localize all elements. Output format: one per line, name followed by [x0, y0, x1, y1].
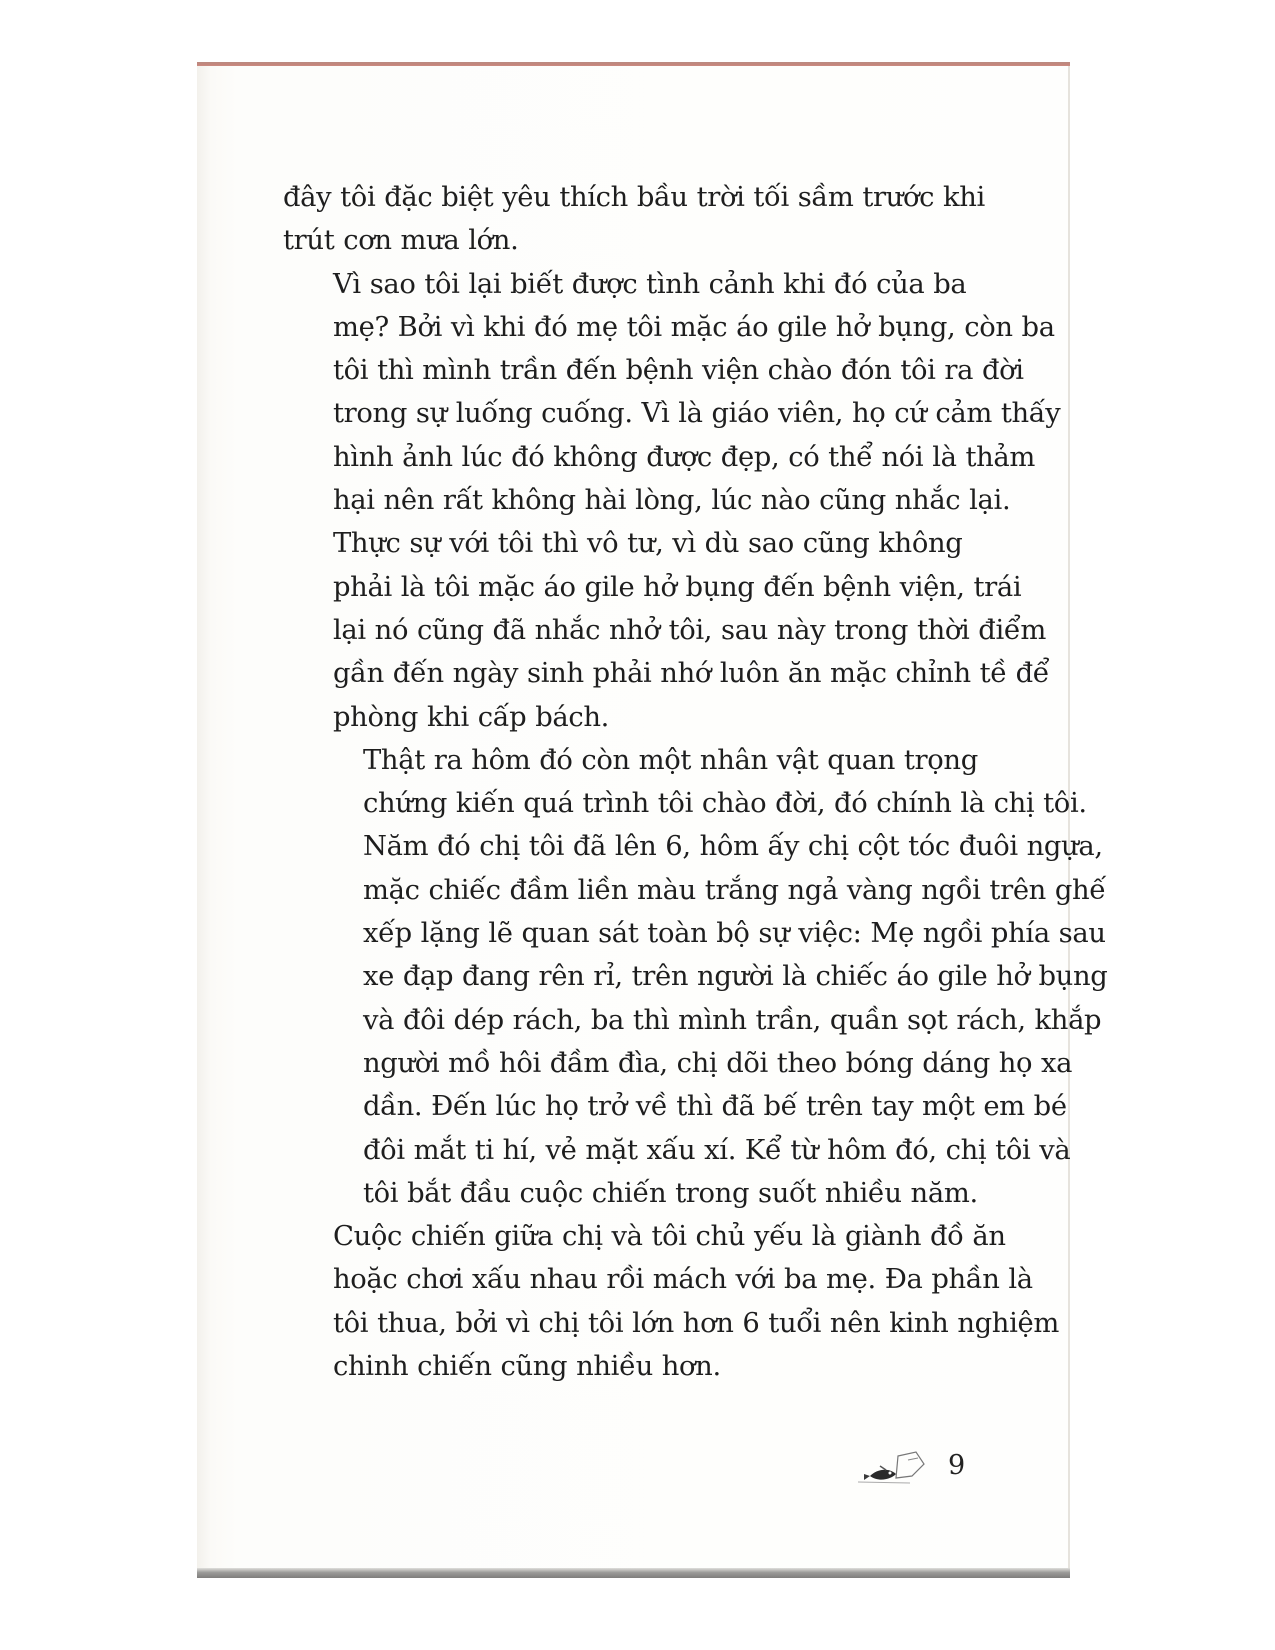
body-text: [283, 176, 1108, 1388]
text-line: chinh chiến cũng nhiều hơn.: [333, 1351, 721, 1383]
paragraph: [283, 263, 1061, 523]
text-line: trong sự luống cuống. Vì là giáo viên, họ cứ cảm thấy: [333, 398, 1061, 430]
paragraph: [283, 739, 1108, 1215]
text-line: đôi mắt ti hí, vẻ mặt xấu xí. Kể từ hôm đó, chị tôi và: [363, 1134, 1071, 1166]
text-line: tôi thua, bởi vì chị tôi lớn hơn 6 tuổi nên kinh nghiệm: [333, 1307, 1059, 1339]
text-line: và đôi dép rách, ba thì mình trần, quần sọt rách, khắp: [363, 1004, 1102, 1036]
text-line: Năm đó chị tôi đã lên 6, hôm ấy chị cột tóc đuôi ngựa,: [363, 831, 1103, 863]
text-line: người mồ hôi đầm đìa, chị dõi theo bóng dáng họ xa: [363, 1047, 1073, 1079]
page-number: 9: [948, 1450, 966, 1481]
text-line: hại nên rất không hài lòng, lúc nào cũng nhắc lại.: [333, 485, 1011, 517]
text-line: phòng khi cấp bách.: [333, 701, 610, 733]
text-line: chứng kiến quá trình tôi chào đời, đó chính là chị tôi.: [363, 788, 1087, 820]
page-bottom-edge: [197, 1568, 1070, 1578]
text-line: trút cơn mưa lớn.: [283, 225, 519, 257]
text-line: tôi bắt đầu cuộc chiến trong suốt nhiều năm.: [363, 1177, 978, 1209]
text-line: Thực sự với tôi thì vô tư, vì dù sao cũng không: [333, 528, 963, 560]
text-line: xếp lặng lẽ quan sát toàn bộ sự việc: Mẹ ngồi phía sau: [363, 918, 1106, 950]
text-line: phải là tôi mặc áo gile hở bụng đến bệnh viện, trái: [333, 571, 1022, 603]
paragraph: [283, 1215, 1059, 1388]
text-line: hình ảnh lúc đó không được đẹp, có thể nói là thảm: [333, 441, 1035, 473]
text-line: dần. Đến lúc họ trở về thì đã bế trên tay một em bé: [363, 1091, 1067, 1123]
text-line: tôi thì mình trần đến bệnh viện chào đón tôi ra đời: [333, 355, 1024, 387]
text-line: gần đến ngày sinh phải nhớ luôn ăn mặc chỉnh tề để: [333, 658, 1050, 690]
text-line: mặc chiếc đầm liền màu trắng ngả vàng ngồi trên ghế: [363, 874, 1106, 906]
paragraph: [283, 176, 985, 263]
fish-pen-ornament-icon: [850, 1450, 942, 1490]
text-line: hoặc chơi xấu nhau rồi mách với ba mẹ. Đa phần là: [333, 1264, 1033, 1296]
text-line: đây tôi đặc biệt yêu thích bầu trời tối sầm trước khi: [283, 182, 985, 213]
text-line: mẹ? Bởi vì khi đó mẹ tôi mặc áo gile hở bụng, còn ba: [333, 311, 1055, 343]
text-line: xe đạp đang rên rỉ, trên người là chiếc áo gile hở bụng: [363, 961, 1108, 993]
page-footer: [850, 1448, 970, 1498]
text-line: Thật ra hôm đó còn một nhân vật quan trọng: [363, 744, 978, 776]
text-line: Vì sao tôi lại biết được tình cảnh khi đó của ba: [333, 268, 967, 300]
text-line: lại nó cũng đã nhắc nhở tôi, sau này trong thời điểm: [333, 614, 1047, 646]
text-line: Cuộc chiến giữa chị và tôi chủ yếu là giành đồ ăn: [333, 1221, 1006, 1253]
paragraph: [283, 522, 1050, 738]
